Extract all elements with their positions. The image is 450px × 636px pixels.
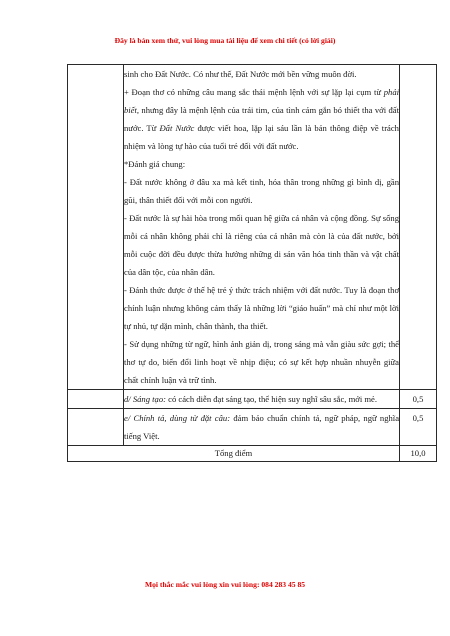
contact-notice-banner: Mọi thắc mắc vui lòng xin vui lòng: 084 283 45 85: [144, 580, 306, 589]
criterion-text: có cách diễn đạt sáng tạo, thể hiện suy nghĩ sâu sắc, mới mẻ.: [168, 394, 377, 404]
paragraph: sinh cho Đất Nước. Có như thế, Đất Nước mới bền vững muôn đời.: [124, 69, 357, 79]
paragraph: - Đánh thức được ở thế hệ trẻ ý thức trách nhiệm với đất nước. Tuy là đoạn thơ chính luận nhưng không cảm thấy là những lời “giáo huấn” mà chỉ như một lời tự nhủ, tự dặn mình, chân thành, tha thiết.: [124, 285, 399, 331]
table-row: [68, 65, 437, 390]
criterion-cell: [124, 390, 400, 409]
criterion-title: d/ Sáng tạo:: [124, 394, 167, 404]
total-row: [68, 446, 437, 462]
row-label-cell: [68, 409, 124, 446]
section-heading: *Đánh giá chung:: [124, 159, 186, 169]
paragraph: - Đất nước không ở đâu xa mà kết tinh, hóa thân trong những gì bình dị, gần gũi, thân thiết đối với mỗi con người.: [124, 177, 399, 205]
analysis-content-cell: [124, 65, 400, 390]
table-row: [68, 390, 437, 409]
row-label-cell: [68, 390, 124, 409]
emphasis: phải biết: [124, 87, 399, 115]
emphasis: Đất Nước: [159, 123, 195, 133]
paragraph: - Đất nước là sự hài hòa trong mối quan hệ giữa cá nhân và cộng đồng. Sự sống mỗi cá nhân không phải chỉ là riêng của cá nhân mà còn là của đất nước, bởi mỗi cuộc đời đều được thừa hưởng những di sản văn hóa tinh thần và vật chất của dân tộc, của nhân dân.: [124, 213, 399, 277]
preview-notice-banner: Đây là bản xem thử, vui lòng mua tài liệu để xem chi tiết (có lời giải): [114, 36, 336, 45]
score-cell: 0,5: [400, 390, 437, 409]
paragraph: + Đoạn thơ có những câu mang sắc thái mệnh lệnh với sự lặp lại cụm từ phải biết, nhưng đây là mệnh lệnh của trái tim, của tình cảm gắn bó thiết tha với đất nước. Từ Đất Nước được viết hoa, lặp lại sáu lần là bản thông điệp về trách nhiệm và lòng tự hào của tuổi trẻ đối với đất nước.: [124, 87, 399, 151]
grading-table: [67, 64, 437, 462]
paragraph: - Sử dụng những từ ngữ, hình ảnh giản dị, trong sáng mà vẫn giàu sức gợi; thể thơ tự do, biến đổi linh hoạt về nhịp điệu; có sự kết hợp nhuần nhuyễn giữa chất chính luận và trữ tình.: [124, 339, 399, 385]
score-cell: [400, 65, 437, 390]
criterion-text: đảm bảo chuẩn chính tả, ngữ pháp, ngữ nghĩa tiếng Việt.: [124, 413, 400, 441]
score-cell: 0,5: [400, 409, 437, 446]
table-row: [68, 409, 437, 446]
criterion-title: e/ Chính tả, dùng từ đặt câu:: [124, 413, 231, 423]
row-label-cell: [68, 65, 124, 390]
total-score: 10,0: [400, 446, 437, 462]
criterion-cell: [124, 409, 400, 446]
total-label: Tổng điểm: [68, 446, 400, 462]
